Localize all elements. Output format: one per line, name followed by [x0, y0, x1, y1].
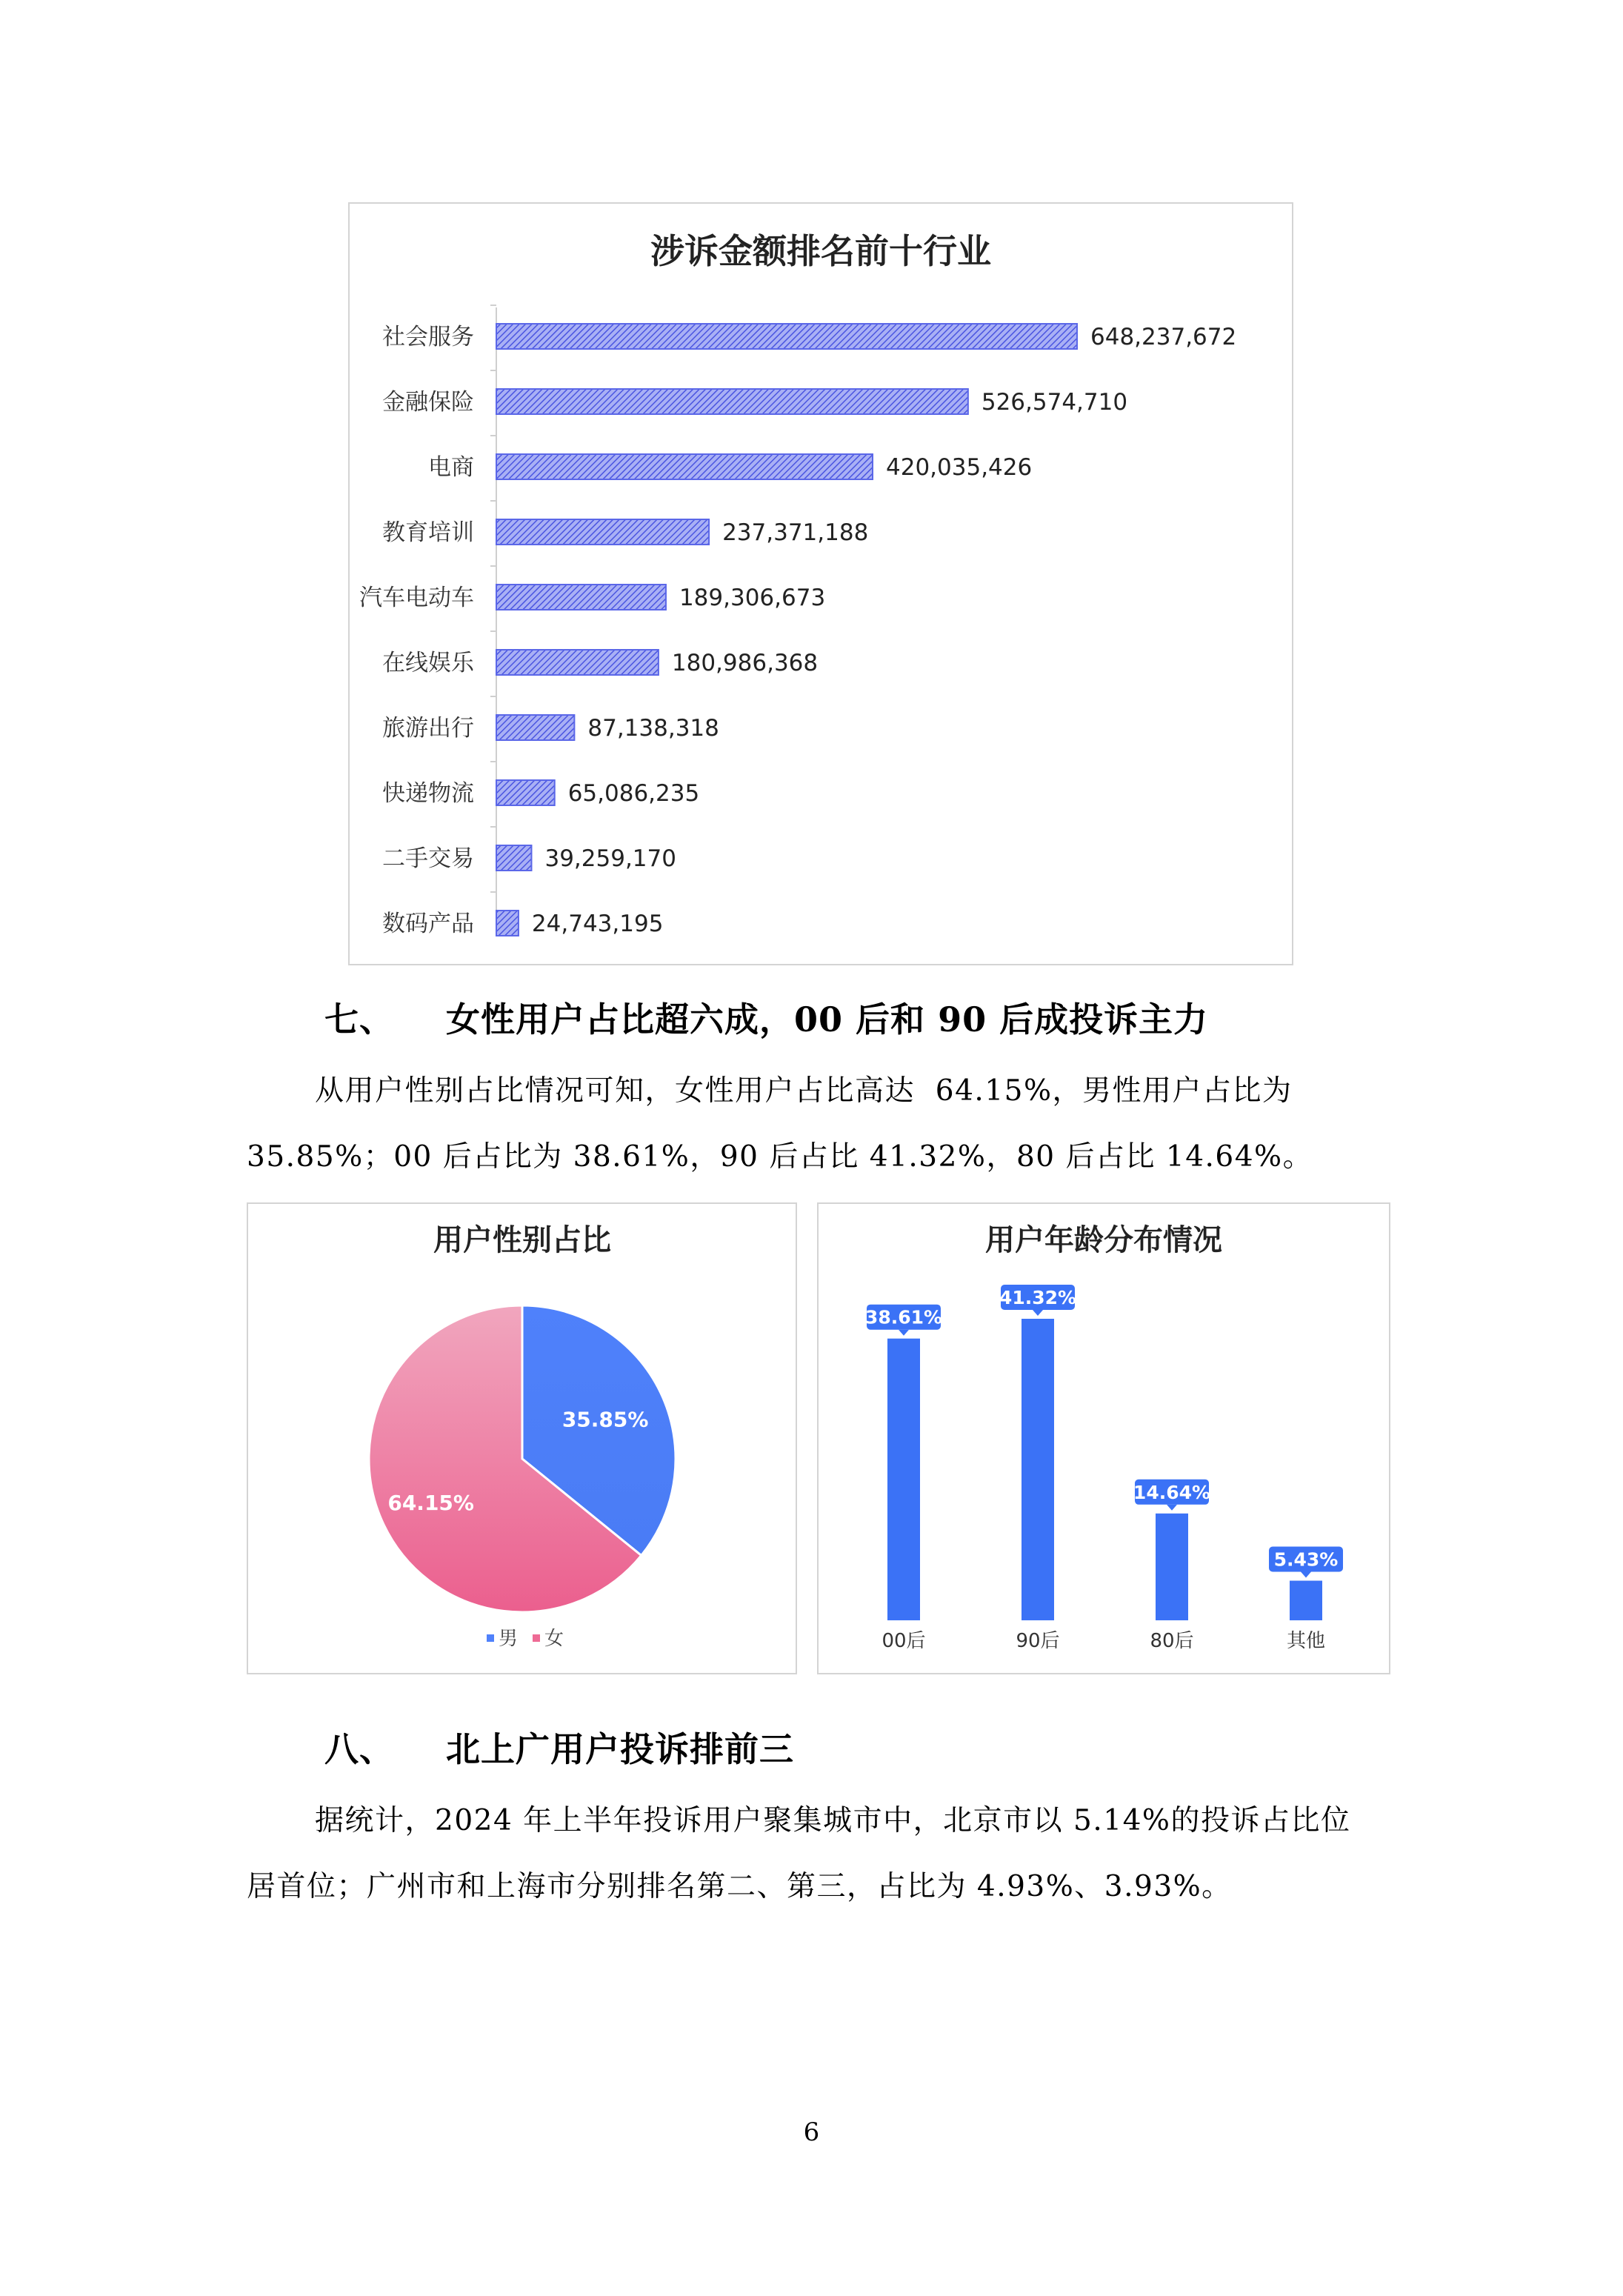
bar	[496, 780, 555, 805]
category-label: 社会服务	[382, 324, 474, 350]
paragraph-line: 从用户性别占比情况可知，女性用户占比高达 64.15%，男性用户占比为	[315, 1074, 1293, 1108]
data-label: 41.32%	[999, 1287, 1077, 1308]
section-seven-paragraph	[247, 1058, 1402, 1190]
bar	[496, 585, 666, 610]
bar	[496, 519, 709, 545]
section-number: 八、	[324, 1729, 394, 1769]
page-number: 6	[803, 2117, 820, 2147]
legend-label: 男	[499, 1628, 519, 1650]
bar	[887, 1339, 920, 1620]
data-label: 39,259,170	[544, 845, 676, 872]
bar	[1156, 1514, 1188, 1620]
data-label: 180,986,368	[671, 650, 819, 676]
category-label: 90后	[1016, 1630, 1060, 1652]
bar	[496, 324, 1077, 349]
data-label-pointer	[1167, 1505, 1177, 1511]
legend-swatch	[533, 1634, 540, 1642]
section-eight-heading	[324, 1723, 794, 1771]
industry-amount-chart-frame	[348, 202, 1293, 965]
data-label-pointer	[899, 1330, 909, 1336]
category-label: 数码产品	[382, 911, 474, 937]
category-label: 二手交易	[382, 845, 474, 872]
data-label: 420,035,426	[886, 454, 1033, 481]
data-label: 65,086,235	[567, 780, 700, 807]
bar	[1290, 1581, 1322, 1620]
data-label: 87,138,318	[587, 715, 719, 742]
age-distribution-chart-frame	[817, 1202, 1390, 1674]
bar	[496, 454, 873, 479]
data-label: 14.64%	[1133, 1481, 1211, 1503]
chart-title: 涉诉金额排名前十行业	[650, 231, 991, 271]
bar	[496, 911, 519, 936]
legend-swatch	[487, 1634, 494, 1642]
data-label-pointer	[1033, 1310, 1043, 1316]
section-seven-heading	[324, 993, 1208, 1042]
paragraph-line: 居首位；广州市和上海市分别排名第二、第三，占比为 4.93%、3.93%。	[247, 1870, 1232, 1903]
category-label: 旅游出行	[382, 715, 474, 742]
category-label: 其他	[1286, 1630, 1326, 1652]
section-eight-paragraph	[247, 1788, 1402, 1920]
category-label: 快递物流	[382, 780, 474, 807]
chart-title: 用户年龄分布情况	[985, 1223, 1222, 1257]
category-label: 金融保险	[382, 389, 474, 416]
chart-title: 用户性别占比	[433, 1223, 611, 1257]
data-label: 24,743,195	[531, 911, 664, 937]
bar	[496, 845, 531, 871]
data-label: 526,574,710	[981, 389, 1128, 416]
bar	[496, 715, 574, 740]
industry-amount-chart	[350, 204, 1292, 964]
gender-pie-chart-frame	[247, 1202, 797, 1674]
age-distribution-chart	[819, 1204, 1389, 1673]
gender-pie-chart	[248, 1204, 796, 1673]
category-label: 00后	[882, 1630, 926, 1652]
category-label: 在线娱乐	[382, 650, 474, 676]
category-label: 电商	[428, 454, 474, 481]
data-label-pointer	[1301, 1572, 1311, 1578]
bar	[496, 650, 659, 675]
paragraph-line: 据统计，2024 年上半年投诉用户聚集城市中，北京市以 5.14%的投诉占比位	[315, 1804, 1351, 1837]
slice-label: 35.85%	[561, 1407, 649, 1432]
paragraph-line: 35.85%；00 后占比为 38.61%，90 后占比 41.32%，80 后占比 14.64%。	[247, 1140, 1313, 1174]
data-label: 189,306,673	[679, 585, 826, 611]
data-label: 38.61%	[864, 1306, 943, 1328]
data-label: 648,237,672	[1090, 324, 1237, 350]
bar	[1022, 1319, 1054, 1620]
category-label: 80后	[1150, 1630, 1194, 1652]
section-number: 七、	[324, 999, 394, 1039]
category-label: 汽车电动车	[359, 585, 474, 611]
slice-label: 64.15%	[387, 1490, 474, 1515]
section-title: 女性用户占比超六成，00 后和 90 后成投诉主力	[446, 999, 1209, 1039]
section-title: 北上广用户投诉排前三	[446, 1729, 795, 1769]
bar	[496, 389, 968, 414]
category-label: 教育培训	[382, 519, 474, 546]
data-label: 5.43%	[1273, 1548, 1339, 1571]
legend-label: 女	[544, 1628, 564, 1650]
data-label: 237,371,188	[722, 519, 869, 546]
